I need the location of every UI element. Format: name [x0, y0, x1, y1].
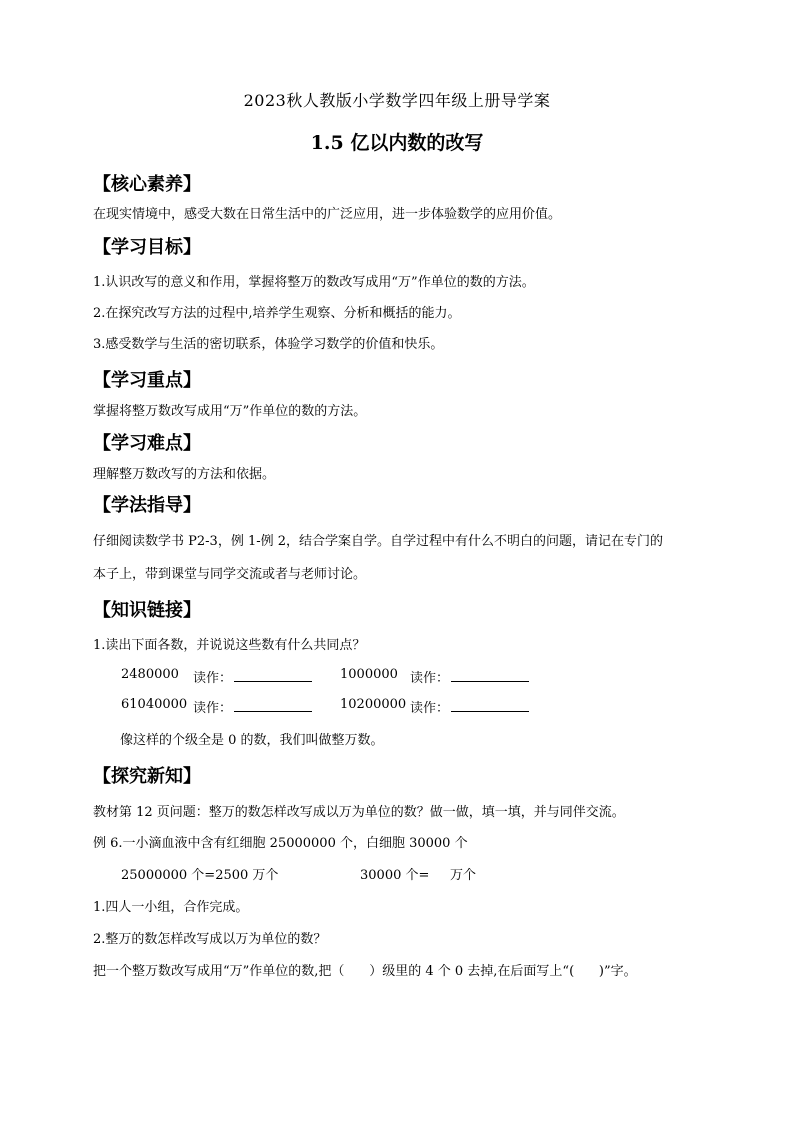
answer-blank[interactable] [234, 699, 312, 712]
link-note: 像这样的个级全是 0 的数，我们叫做整万数。 [120, 733, 384, 748]
difficulty-text: 理解整万数改写的方法和依据。 [93, 467, 276, 482]
read-answer-3 [193, 697, 312, 716]
method-line-2: 本子上，带到课堂与同学交流或者与老师讨论。 [93, 567, 367, 582]
read-answer-1 [193, 667, 312, 686]
method-line-1: 仔细阅读数学书 P2-3，例 1-例 2，结合学案自学。自学过程中有什么不明白的问题，请记在专门的 [93, 534, 664, 549]
explore-rule: 把一个整万数改写成用“万”作单位的数,把（ ）级里的 4 个 0 去掉,在后面写上“( )”字。 [93, 964, 637, 979]
goal-item-3: 3.感受数学与生活的密切联系，体验学习数学的价值和快乐。 [93, 337, 444, 352]
goal-item-1: 1.认识改写的意义和作用，掌握将整万的数改写成用“万”作单位的数的方法。 [93, 275, 535, 290]
heading-core: 【核心素养】 [93, 174, 201, 195]
explore-step-1: 1.四人一小组，合作完成。 [93, 900, 249, 915]
read-answer-4 [410, 697, 529, 716]
link-question: 1.读出下面各数，并说说这些数有什么共同点？ [93, 638, 366, 653]
number-3: 61040000 [121, 697, 188, 712]
heading-link: 【知识链接】 [93, 600, 201, 621]
heading-difficulty: 【学习难点】 [93, 433, 201, 454]
key-text: 掌握将整万数改写成用“万”作单位的数的方法。 [93, 404, 367, 419]
read-label: 读作： [193, 701, 233, 716]
equation-2: 30000 个= 万个 [360, 868, 477, 883]
example-text: 例 6.一小滴血液中含有红细胞 25000000 个，白细胞 30000 个 [93, 836, 468, 851]
answer-blank[interactable] [451, 669, 529, 682]
core-text: 在现实情境中，感受大数在日常生活中的广泛应用，进一步体验数学的应用价值。 [93, 207, 562, 222]
goal-item-2: 2.在探究改写方法的过程中,培养学生观察、分析和概括的能力。 [93, 306, 461, 321]
equation-1: 25000000 个=2500 万个 [121, 868, 279, 883]
read-answer-2 [410, 667, 529, 686]
number-4: 10200000 [340, 697, 407, 712]
lesson-title: 1.5 亿以内数的改写 [310, 132, 484, 154]
heading-key: 【学习重点】 [93, 370, 201, 391]
number-1: 2480000 [121, 667, 179, 682]
read-label: 读作： [410, 701, 450, 716]
explore-step-2: 2.整万的数怎样改写成以万为单位的数？ [93, 932, 327, 947]
read-label: 读作： [410, 671, 450, 686]
number-2: 1000000 [340, 667, 398, 682]
heading-explore: 【探究新知】 [93, 766, 201, 787]
answer-blank[interactable] [234, 669, 312, 682]
explore-intro: 教材第 12 页问题：整万的数怎样改写成以万为单位的数？做一做，填一填，并与同伴交流。 [93, 805, 625, 820]
answer-blank[interactable] [451, 699, 529, 712]
heading-goals: 【学习目标】 [93, 237, 201, 258]
heading-method: 【学法指导】 [93, 495, 201, 516]
read-label: 读作： [193, 671, 233, 686]
document-title: 2023秋人教版小学数学四年级上册导学案 [243, 91, 551, 110]
